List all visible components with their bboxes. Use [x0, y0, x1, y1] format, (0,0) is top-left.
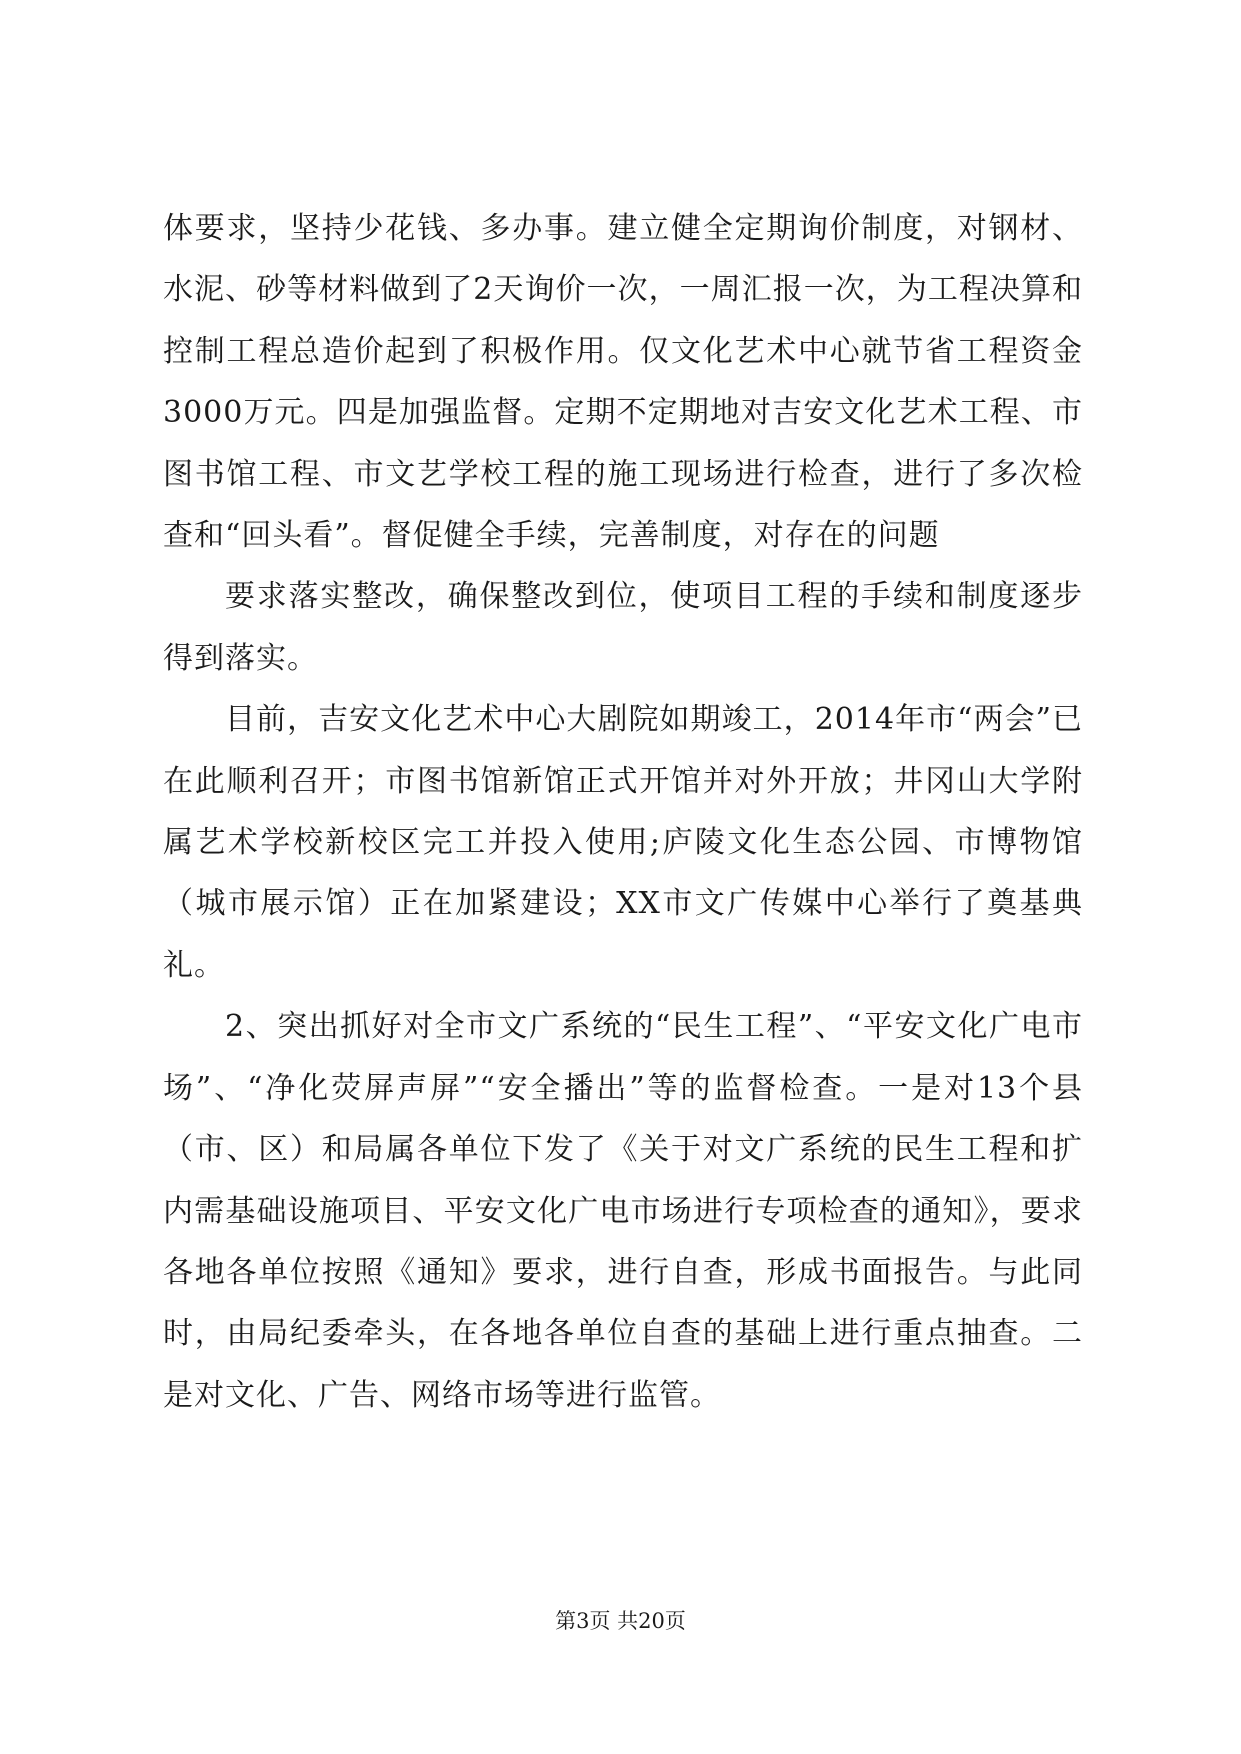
paragraph-4: 2、突出抓好对全市文广系统的“民生工程”、“平安文化广电市场”、“净化荧屏声屏”“安全播出”等的监督检查。一是对13个县（市、区）和局属各单位下发了《关于对文广系统的民生工程和扩内需基础设施项目、平安文化广电市场进行专项检查的通知》，要求各地各单位按照《通知》要求，进行自查，形成书面报告。与此同时，由局纪委牵头，在各地各单位自查的基础上进行重点抽查。二是对文化、广告、网络市场等进行监管。 — [163, 1009, 1083, 1413]
paragraph-1: 体要求，坚持少花钱、多办事。建立健全定期询价制度，对钢材、水泥、砂等材料做到了2天询价一次，一周汇报一次，为工程决算和控制工程总造价起到了积极作用。仅文化艺术中心就节省工程资金3000万元。四是加强监督。定期不定期地对吉安文化艺术工程、市图书馆工程、市文艺学校工程的施工现场进行检查，进行了多次检查和“回头看”。督促健全手续，完善制度，对存在的问题 — [163, 211, 1083, 554]
paragraph-2: 要求落实整改，确保整改到位，使项目工程的手续和制度逐步得到落实。 — [163, 579, 1083, 676]
page-number-footer: 第3页 共20页 — [555, 1609, 686, 1633]
document-body — [163, 198, 1083, 1426]
paragraph-3: 目前，吉安文化艺术中心大剧院如期竣工，2014年市“两会”已在此顺利召开；市图书馆新馆正式开馆并对外开放；井冈山大学附属艺术学校新校区完工并投入使用;庐陵文化生态公园、市博物馆（城市展示馆）正在加紧建设；XX市文广传媒中心举行了奠基典礼。 — [163, 702, 1083, 983]
